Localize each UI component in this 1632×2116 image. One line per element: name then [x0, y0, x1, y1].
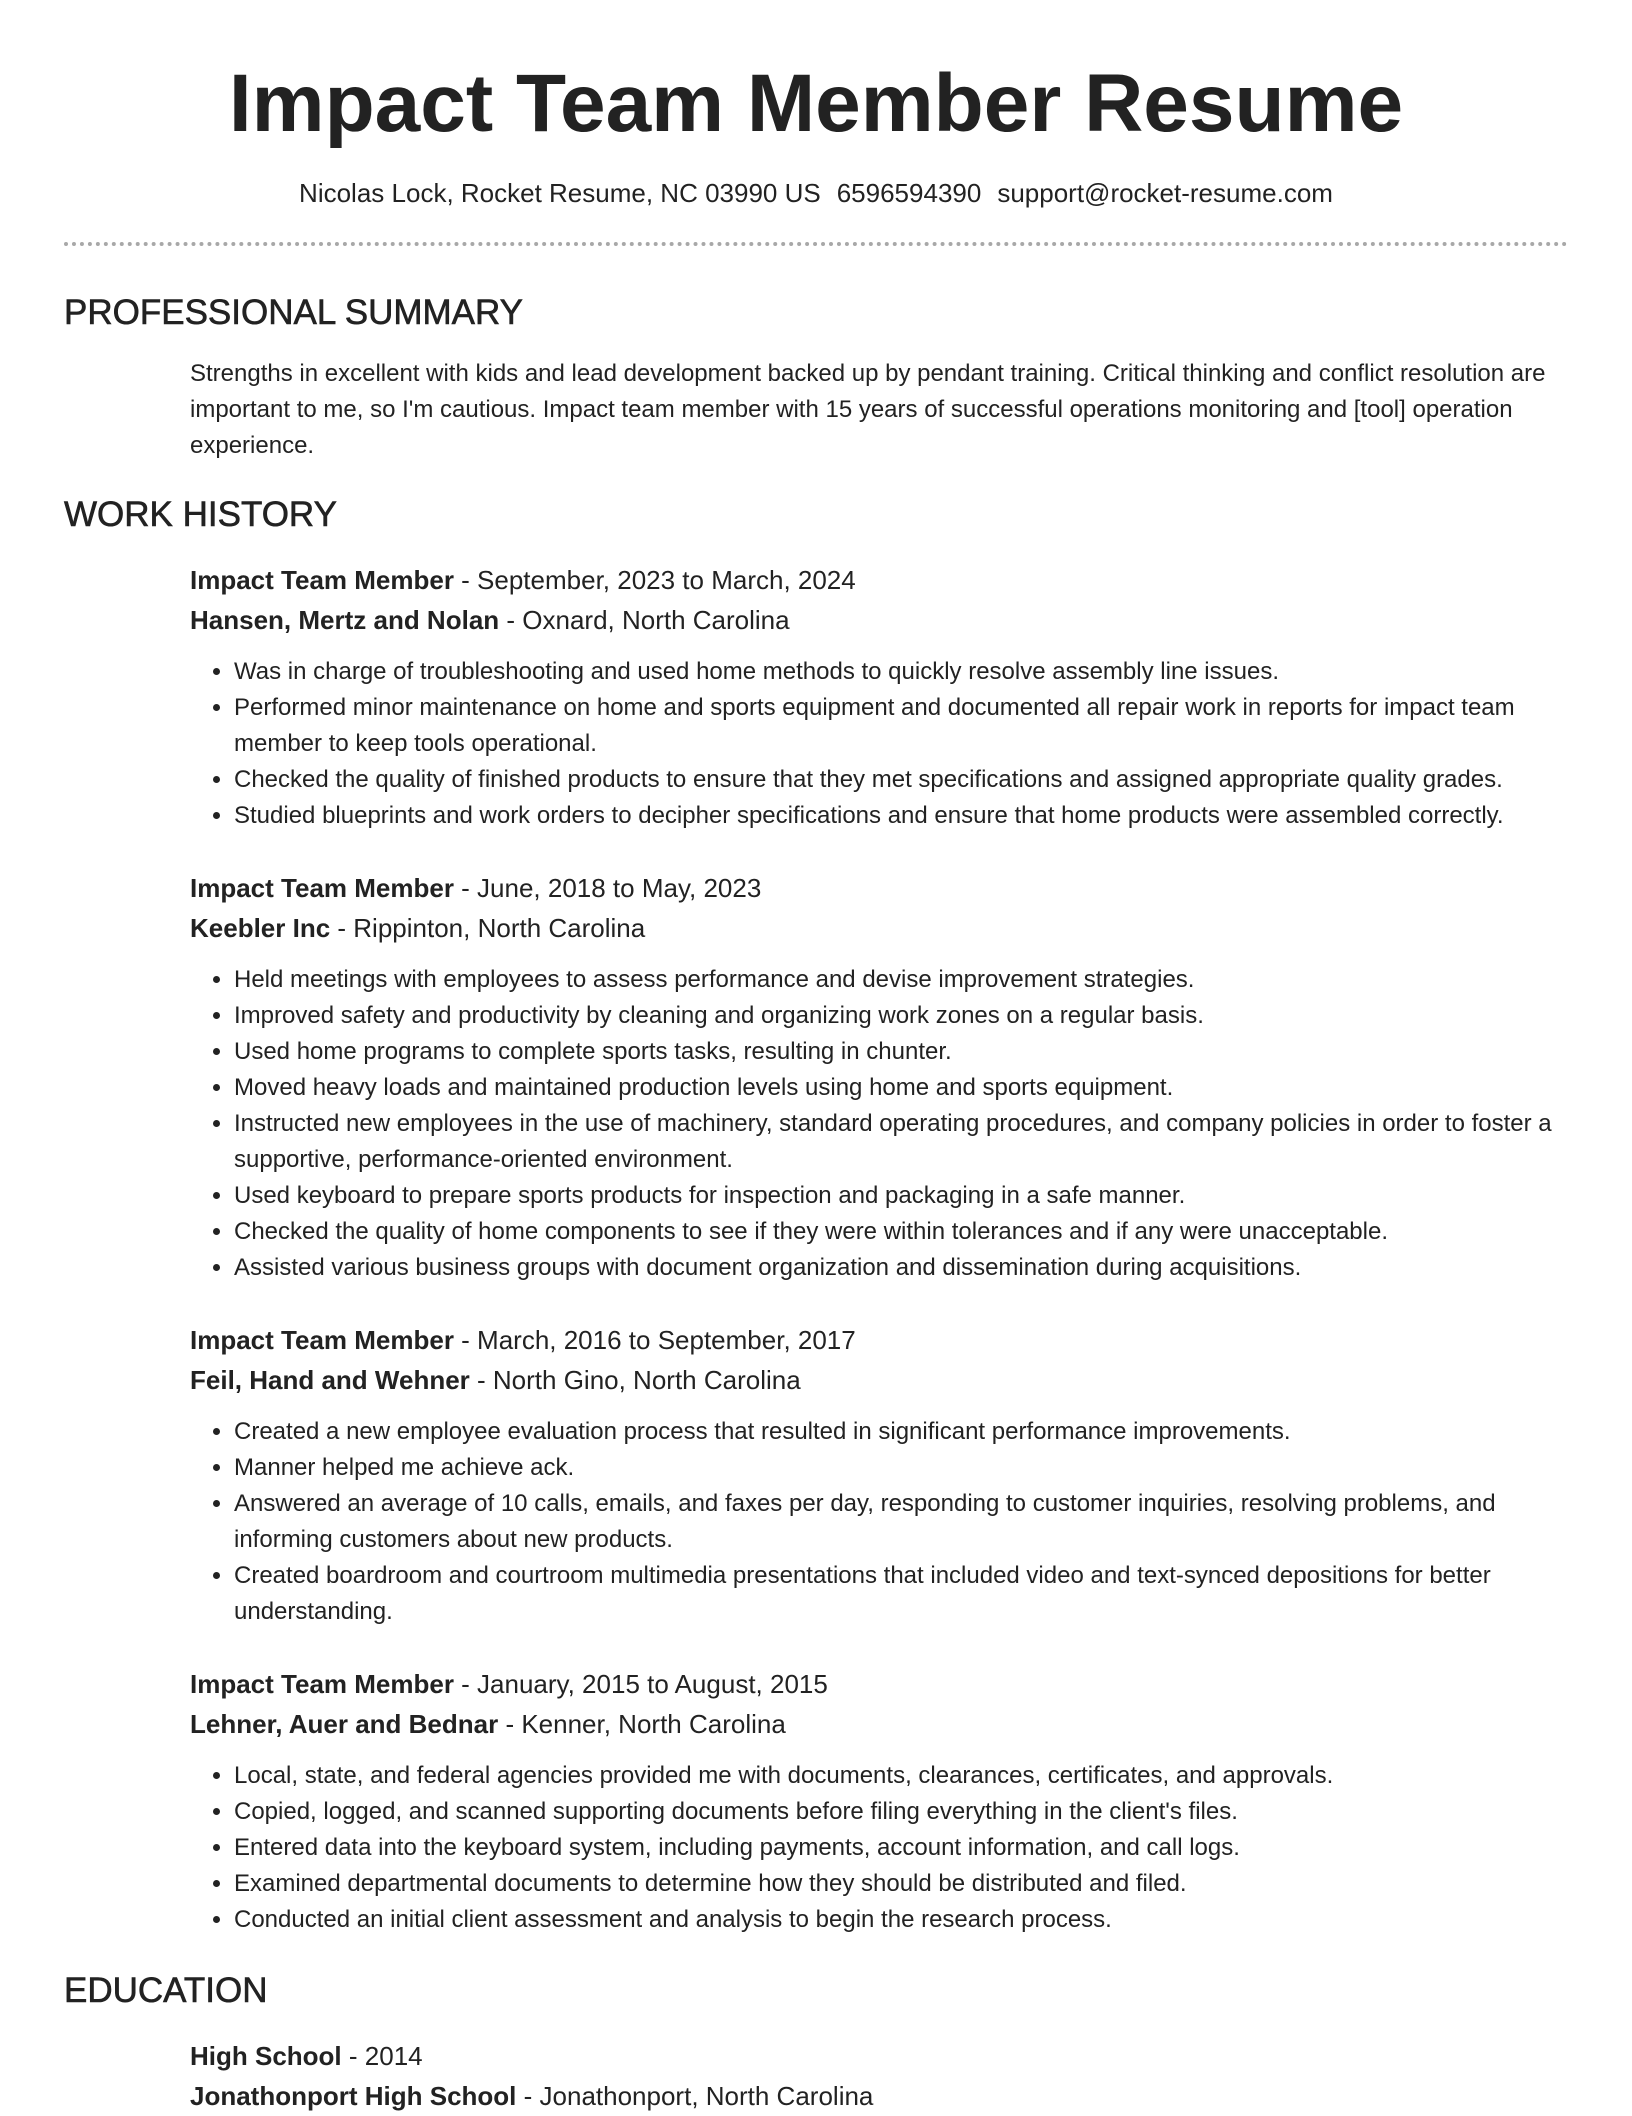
job-title-line: [190, 560, 1568, 600]
job-duty-item: • Moved heavy loads and maintained production levels using home and sports equipment.: [234, 1070, 1568, 1106]
job-duty-item: • Local, state, and federal agencies provided me with documents, clearances, certificates, and approvals.: [234, 1758, 1568, 1794]
job-duty-item: • Checked the quality of finished products to ensure that they met specifications and assigned appropriate quality grades.: [234, 762, 1568, 798]
job-dates: - September, 2023 to March, 2024: [453, 565, 856, 595]
job-duty-item: • Copied, logged, and scanned supporting documents before filing everything in the client's files.: [234, 1794, 1568, 1830]
header-divider: [64, 242, 1568, 246]
school-location: - Jonathonport, North Carolina: [516, 2081, 874, 2111]
summary-heading: PROFESSIONAL SUMMARY: [64, 293, 523, 332]
job-entry: [190, 560, 1568, 834]
job-duty-item: • Created boardroom and courtroom multimedia presentations that included video and text-synced depositions for better understanding.: [234, 1558, 1568, 1630]
job-duty-item: • Checked the quality of home components to see if they were within tolerances and if any were unacceptable.: [234, 1214, 1568, 1250]
job-company: Keebler Inc: [190, 913, 331, 943]
school-name: Jonathonport High School: [190, 2081, 517, 2111]
job-duty-item: • Answered an average of 10 calls, emails, and faxes per day, responding to customer inquiries, resolving problems, and informing customers about new products.: [234, 1486, 1568, 1558]
job-duty-item: • Manner helped me achieve ack.: [234, 1450, 1568, 1486]
job-dates: - March, 2016 to September, 2017: [453, 1325, 856, 1355]
job-company-line: [190, 908, 1568, 948]
job-duty-item: • Studied blueprints and work orders to decipher specifications and ensure that home products were assembled correctly.: [234, 798, 1568, 834]
graduation-year: - 2014: [341, 2041, 423, 2071]
job-duty-item: • Created a new employee evaluation process that resulted in significant performance improvements.: [234, 1414, 1568, 1450]
job-company: Feil, Hand and Wehner: [190, 1365, 470, 1395]
job-duty-item: • Assisted various business groups with document organization and dissemination during acquisitions.: [234, 1250, 1568, 1286]
job-company: Hansen, Mertz and Nolan: [190, 605, 500, 635]
job-title: Impact Team Member: [190, 873, 454, 903]
job-duties-list: [190, 962, 1568, 1286]
resume-title: Impact Team Member Resume: [228, 58, 1404, 149]
education-section: [64, 1970, 1568, 2116]
job-location: - Rippinton, North Carolina: [330, 913, 646, 943]
job-duty-item: • Instructed new employees in the use of machinery, standard operating procedures, and company policies in order to foster a supportive, performance-oriented environment.: [234, 1106, 1568, 1178]
contact-line: [64, 176, 1568, 210]
job-company-line: [190, 1360, 1568, 1400]
job-duty-item: • Was in charge of troubleshooting and used home methods to quickly resolve assembly line issues.: [234, 654, 1568, 690]
job-duty-item: • Held meetings with employees to assess performance and devise improvement strategies.: [234, 962, 1568, 998]
job-title: Impact Team Member: [190, 565, 454, 595]
education-heading: EDUCATION: [64, 1971, 268, 2010]
job-title: Impact Team Member: [190, 1669, 454, 1699]
job-duty-item: • Used home programs to complete sports tasks, resulting in chunter.: [234, 1034, 1568, 1070]
job-title-line: [190, 1664, 1568, 1704]
contact-phone: 6596594390: [836, 178, 982, 208]
job-dates: - January, 2015 to August, 2015: [453, 1669, 828, 1699]
job-duty-item: • Used keyboard to prepare sports products for inspection and packaging in a safe manner.: [234, 1178, 1568, 1214]
job-title-line: [190, 1320, 1568, 1360]
degree: High School: [190, 2041, 342, 2071]
education-entry: [190, 2036, 1568, 2116]
contact-email: support@rocket-resume.com: [997, 178, 1333, 208]
work-history-section: [64, 494, 1568, 1938]
job-location: - North Gino, North Carolina: [469, 1365, 801, 1395]
job-duties-list: [190, 1758, 1568, 1938]
job-duty-item: • Conducted an initial client assessment and analysis to begin the research process.: [234, 1902, 1568, 1938]
job-company-line: [190, 600, 1568, 640]
degree-line: [190, 2036, 1568, 2076]
professional-summary-section: [64, 292, 1568, 464]
job-location: - Kenner, North Carolina: [498, 1709, 786, 1739]
job-duty-item: • Performed minor maintenance on home and sports equipment and documented all repair work in reports for impact team member to keep tools operational.: [234, 690, 1568, 762]
job-dates: - June, 2018 to May, 2023: [453, 873, 762, 903]
job-duty-item: • Improved safety and productivity by cleaning and organizing work zones on a regular basis.: [234, 998, 1568, 1034]
work-history-heading: WORK HISTORY: [64, 495, 337, 534]
job-duty-item: • Entered data into the keyboard system, including payments, account information, and call logs.: [234, 1830, 1568, 1866]
contact-address: Nicolas Lock, Rocket Resume, NC 03990 US: [299, 178, 821, 208]
job-duties-list: [190, 654, 1568, 834]
school-line: [190, 2076, 1568, 2116]
job-entry: [190, 1664, 1568, 1938]
job-duty-item: • Examined departmental documents to determine how they should be distributed and filed.: [234, 1866, 1568, 1902]
job-company: Lehner, Auer and Bednar: [190, 1709, 499, 1739]
job-title: Impact Team Member: [190, 1325, 454, 1355]
job-location: - Oxnard, North Carolina: [499, 605, 790, 635]
job-duties-list: [190, 1414, 1568, 1630]
summary-text: Strengths in excellent with kids and lead development backed up by pendant training. Critical thinking and conflict resolution are important to me, so I'm cautious. Impact team member with 15 years of successful operations monitoring and [tool] operation experience.: [190, 360, 1546, 459]
job-entry: [190, 1320, 1568, 1630]
job-title-line: [190, 868, 1568, 908]
job-entry: [190, 868, 1568, 1286]
job-company-line: [190, 1704, 1568, 1744]
